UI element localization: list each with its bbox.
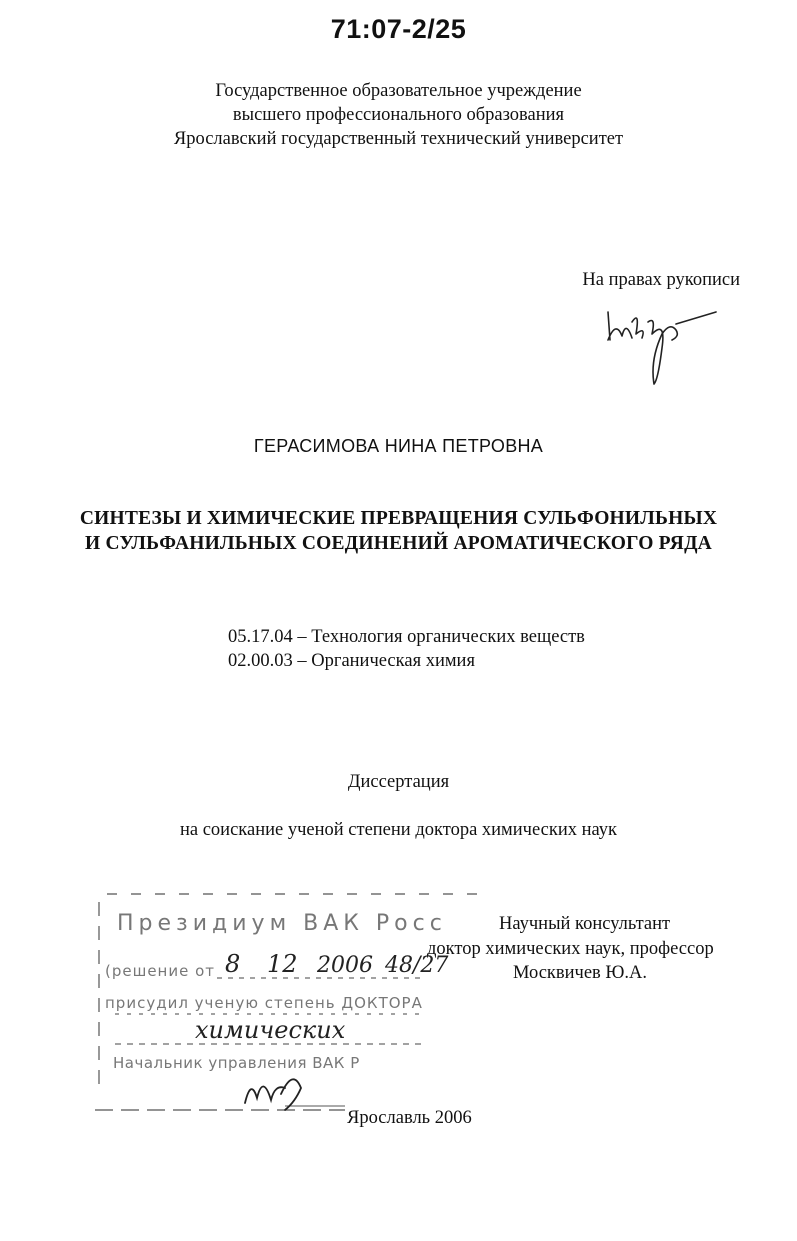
stamp-date-month: 12	[267, 950, 298, 978]
document-code: 71:07-2/25	[330, 14, 467, 44]
consultant-role: Научный консультант	[499, 914, 671, 934]
institution-line: Государственное образовательное учреждение	[215, 81, 582, 101]
stamp-field-handwritten: химических	[195, 1016, 346, 1044]
consultant-name: Москвичев Ю.А.	[513, 963, 648, 983]
thesis-title-line: И СУЛЬФАНИЛЬНЫХ СОЕДИНЕНИЙ АРОМАТИЧЕСКОГО РЯДА	[85, 533, 712, 554]
stamp-line-head: Начальник управления ВАК Р	[113, 1054, 360, 1072]
institution-line: Ярославский государственный технический университет	[173, 129, 624, 149]
stamp-signature	[245, 1079, 301, 1110]
author-name: ГЕРАСИМОВА НИНА ПЕТРОВНА	[253, 436, 544, 456]
author-signature	[596, 300, 726, 390]
approval-stamp	[95, 888, 505, 1123]
thesis-title-line: СИНТЕЗЫ И ХИМИЧЕСКИЕ ПРЕВРАЩЕНИЯ СУЛЬФОНИЛЬНЫХ	[79, 508, 718, 529]
specialty-line: 02.00.03 – Органическая химия	[228, 651, 475, 671]
document-type: Диссертация	[347, 772, 450, 792]
stamp-decision-number: 48/27	[385, 953, 449, 978]
specialty-line: 05.17.04 – Технология органических веществ	[228, 627, 585, 647]
stamp-date-year: 2006	[317, 953, 373, 978]
degree-line: на соискание ученой степени доктора химических наук	[179, 820, 618, 840]
stamp-line-awarded: присудил ученую степень ДОКТОРА	[105, 994, 423, 1012]
institution-line: высшего профессионального образования	[232, 105, 565, 125]
stamp-line-presidium: Президиум ВАК Росс	[117, 911, 447, 936]
consultant-degree: доктор химических наук, профессор	[427, 939, 714, 959]
stamp-decision-prefix: (решение от	[105, 962, 216, 980]
city-year: Ярославль 2006	[347, 1108, 472, 1128]
manuscript-note: На правах рукописи	[582, 270, 740, 290]
stamp-date-day: 8	[225, 950, 241, 978]
